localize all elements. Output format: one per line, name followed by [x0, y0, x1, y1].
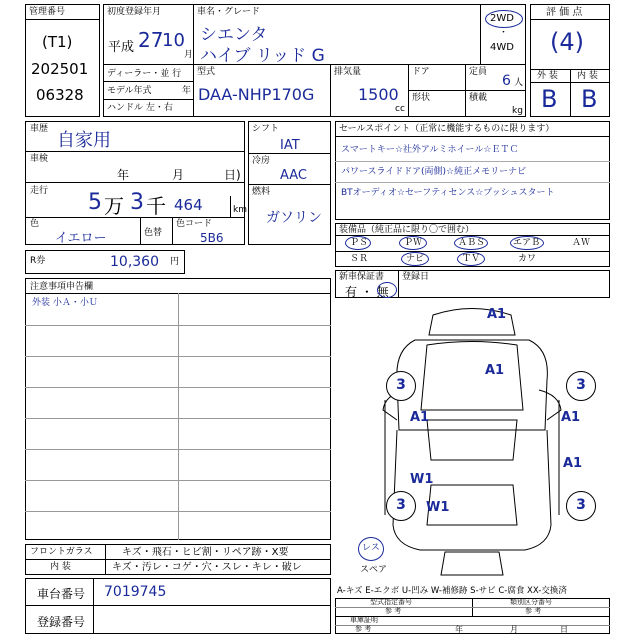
- interior-desc: キズ・汚レ・コゲ・穴・スレ・キレ・破レ: [112, 562, 302, 573]
- reg-no-label: 登録番号: [37, 615, 86, 629]
- inspection-label: 車検: [30, 154, 49, 164]
- mileage-man-unit: 万: [104, 194, 124, 218]
- displacement-unit: cc: [395, 104, 405, 114]
- equip-tv-circle: [457, 252, 485, 266]
- glass-desc: キズ・飛石・ヒビ割・リペア跡・X要: [122, 547, 289, 558]
- management-code3: 06328: [36, 86, 84, 104]
- inspection-day: 日): [224, 168, 241, 182]
- fuel-label: 燃料: [252, 187, 271, 197]
- mileage-rest: 464: [174, 196, 203, 214]
- mark-w1-left: W1: [410, 472, 434, 487]
- color-code-label: 色コード: [176, 219, 213, 229]
- recycle-value: 10,360: [110, 254, 159, 270]
- equip-aw: ＡＷ: [572, 238, 591, 248]
- small-year: 年: [455, 625, 463, 634]
- capacity-value: 6: [502, 73, 511, 89]
- equip-pw: ＰＷ: [404, 238, 423, 248]
- equip-abs: ＡＢＳ: [458, 238, 486, 248]
- model-year-unit: 年: [182, 86, 192, 96]
- displacement-value: 1500: [358, 85, 399, 104]
- equip-ps-circle: [345, 236, 371, 250]
- mark-3-rear-left: 3: [386, 491, 416, 521]
- equip-pw-circle: [399, 236, 427, 250]
- small-garage-ref: 参 考: [355, 625, 372, 633]
- shift-value: IAT: [280, 138, 300, 153]
- color-label: 色: [30, 219, 40, 229]
- evaluation-score: (4): [550, 28, 584, 56]
- glass-label: フロントガラス: [30, 547, 93, 557]
- mark-a1-left: A1: [410, 410, 430, 425]
- registration-month-unit: 月: [184, 50, 194, 60]
- mark-a1-roof: A1: [485, 363, 505, 378]
- small-class-ref: 参 考: [525, 607, 542, 615]
- capacity-unit: 人: [514, 78, 524, 88]
- warranty-value: 有 ・ 無: [345, 285, 389, 299]
- spare-label: スペア: [360, 565, 388, 575]
- equip-abs-circle: [454, 236, 488, 250]
- sales-point-3: BTオーディオ☆セーフティセンス☆プッシュスタート: [341, 188, 555, 198]
- vehicle-type-label: 車歴: [30, 124, 49, 134]
- car-name-label: 車名・グレード: [197, 7, 261, 17]
- color-change-label: 色替: [144, 228, 163, 238]
- equipment-label: 装備品（純正品に限り〇で囲む）: [339, 225, 475, 235]
- management-code2: 202501: [31, 60, 89, 78]
- equip-tv: ＴＶ: [462, 254, 481, 264]
- registration-year: 27: [138, 28, 164, 52]
- car-name-line1: シエンタ: [200, 25, 268, 45]
- mileage-unit: km: [233, 205, 247, 215]
- interior-grade: B: [581, 85, 598, 113]
- registration-era: 平成: [108, 40, 135, 55]
- capacity-label: 定員: [469, 67, 488, 77]
- mark-3-front-right: 3: [566, 371, 596, 401]
- small-month: 月: [510, 625, 518, 634]
- mark-a1-right: A1: [561, 410, 581, 425]
- damage-legend: A-キズ E-エクボ U-凹み W-補修跡 S-サビ C-腐食 XX-交換済: [337, 586, 567, 596]
- inspection-month: 月: [172, 168, 185, 182]
- mark-3-front-left: 3: [386, 371, 416, 401]
- vehicle-type-value: 自家用: [57, 130, 111, 151]
- management-code1: (T1): [42, 33, 73, 51]
- color-value: イエロー: [55, 231, 107, 246]
- dealer-label: ディーラー・並 行: [107, 69, 182, 79]
- evaluation-label: 評 価 点: [546, 7, 583, 18]
- shift-label: シフト: [252, 124, 280, 134]
- spare-mark: レス: [362, 543, 380, 553]
- notes-label: 注意事項申告欄: [30, 282, 94, 292]
- mileage-man: 5: [88, 190, 102, 215]
- recycle-unit: 円: [170, 257, 180, 267]
- interior-desc-label: 内 装: [50, 562, 71, 572]
- registry-date-label: 登録日: [402, 272, 430, 282]
- equip-sr: ＳＲ: [350, 254, 369, 264]
- handle-label: ハンドル 左・右: [107, 103, 173, 113]
- drive-4wd: 4WD: [490, 42, 514, 53]
- load-unit: kg: [512, 106, 523, 116]
- mark-w1-left-rear: W1: [426, 500, 450, 515]
- mark-a1-right-rear: A1: [563, 456, 583, 471]
- drive-2wd: 2WD: [490, 13, 514, 24]
- ac-label: 冷房: [252, 156, 271, 166]
- recycle-box: [25, 250, 185, 274]
- chassis-label: 車台番号: [37, 587, 86, 601]
- mileage-label: 走行: [30, 186, 49, 196]
- door-label: ドア: [412, 67, 430, 77]
- mileage-sen-unit: 千: [146, 194, 166, 218]
- small-class-no: 類別区分番号: [510, 598, 552, 606]
- registration-label: 初度登録年月: [107, 7, 162, 17]
- displacement-label: 排気量: [334, 67, 362, 77]
- warranty-none-circle: [377, 282, 397, 298]
- management-label: 管理番号: [29, 7, 66, 17]
- exterior-label: 外 装: [537, 71, 558, 81]
- registration-month: 10: [162, 30, 185, 51]
- exterior-grade: B: [541, 85, 558, 113]
- car-name-line2: ハイブ リッド G: [200, 46, 325, 66]
- mileage-sen: 3: [130, 190, 144, 215]
- equip-leather: カワ: [518, 254, 537, 264]
- drive-dot: ・: [499, 28, 509, 38]
- notes-line1: 外装 小Ａ・小Ｕ: [32, 298, 98, 308]
- load-label: 積載: [469, 93, 488, 103]
- chassis-value: 7019745: [104, 584, 167, 600]
- sales-point-2: パワースライドドア(両側)☆純正メモリーナビ: [341, 167, 527, 177]
- inspection-year: 年: [117, 168, 130, 182]
- small-garage: 車庫証明: [350, 616, 378, 624]
- mark-a1-hood: A1: [487, 307, 507, 322]
- sales-points-label: セールスポイント（正常に機能するものに限ります）: [339, 124, 555, 134]
- equip-navi: ナビ: [406, 254, 425, 264]
- equip-airbag: エアＢ: [513, 238, 541, 248]
- model-label: 型式: [197, 67, 216, 77]
- equip-airbag-circle: [510, 236, 544, 250]
- sales-point-1: スマートキー☆社外アルミホイール☆ＥＴＣ: [341, 145, 519, 155]
- ac-value: AAC: [280, 168, 307, 183]
- small-type-no: 型式指定番号: [370, 598, 412, 606]
- small-type-ref: 参 考: [385, 607, 402, 615]
- small-day: 日: [560, 625, 568, 634]
- fuel-value: ガソリン: [266, 210, 322, 226]
- mark-3-rear-right: 3: [566, 491, 596, 521]
- interior-label: 内 装: [577, 71, 598, 81]
- warranty-label: 新車保証書: [339, 272, 385, 282]
- equip-navi-circle: [401, 252, 429, 266]
- model-value: DAA-NHP170G: [198, 85, 315, 104]
- color-code: 5B6: [200, 231, 224, 245]
- shape-label: 形状: [412, 93, 431, 103]
- recycle-label: R券: [30, 256, 46, 266]
- model-year-label: モデル年式: [107, 86, 152, 96]
- equip-ps: ＰＳ: [350, 238, 369, 248]
